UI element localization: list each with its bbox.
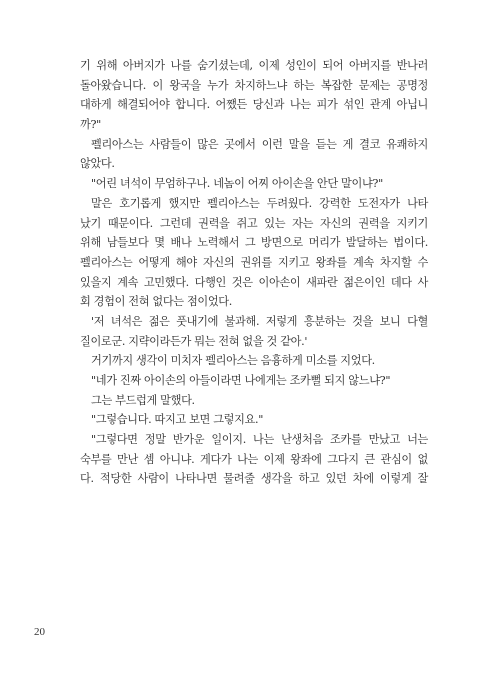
text-line: 말은 호기롭게 했지만 펠리아스는 두려웠다. 강력한 도전자가 나타 xyxy=(91,196,428,210)
text-line: 펠리아스는 어떻게 해야 자신의 권위를 지키고 왕좌를 계속 차지할 수 xyxy=(80,255,428,269)
text-line: "그렇습니다. 따지고 보면 그렇지요." xyxy=(91,413,264,427)
text-line: 회 경험이 전혀 없다는 점이었다. xyxy=(80,295,232,309)
text-line: 펠리아스는 사람들이 많은 곳에서 이런 말을 듣는 게 결코 유쾌하지 xyxy=(91,137,428,151)
page-number: 20 xyxy=(34,626,45,638)
text-line: "네가 진짜 아이손의 아들이라면 나에게는 조카뻘 되지 않느냐?" xyxy=(91,374,391,387)
text-line: 대하게 해결되어야 합니다. 어쨌든 당신과 나는 피가 섞인 관계 아닙니 xyxy=(80,98,428,112)
body-text xyxy=(80,56,428,489)
text-line: 다. 적당한 사람이 나타나면 물려줄 생각을 하고 있던 차에 이렇게 잘 xyxy=(80,472,428,486)
text-line: 그는 부드럽게 말했다. xyxy=(91,393,195,407)
text-line: 났기 때문이다. 그런데 권력을 쥐고 있는 자는 자신의 권력을 지키기 xyxy=(80,216,428,230)
text-line: 질이로군. 지략이라든가 뭐는 전혀 없을 것 같아.' xyxy=(80,334,308,348)
text-line: 위해 남들보다 몇 배나 노력해서 그 방면으로 머리가 발달하는 법이다. xyxy=(80,236,428,250)
text-line: 숙부를 만난 셈 아니냐. 게다가 나는 이제 왕좌에 그다지 큰 관심이 없 xyxy=(80,452,428,466)
text-line: 않았다. xyxy=(80,157,115,171)
text-line: 거기까지 생각이 미치자 펠리아스는 음흉하게 미소를 지었다. xyxy=(91,354,375,368)
text-line: "그렇다면 정말 반가운 일이지. 나는 난생처음 조카를 만났고 너는 xyxy=(91,433,428,447)
text-line: '저 녀석은 젊은 풋내기에 불과해. 저렇게 흥분하는 것을 보니 다혈 xyxy=(91,314,428,328)
text-line: 기 위해 아버지가 나를 숨기셨는데, 이제 성인이 되어 아버지를 반나러 xyxy=(80,59,428,72)
text-line: "어린 녀석이 무엄하구나. 네놈이 어찌 아이손을 안단 말이냐?" xyxy=(91,177,383,191)
text-line: 있을지 계속 고민했다. 다행인 것은 이아손이 새파란 젊은이인 데다 사 xyxy=(80,275,428,289)
text-line: 돌아왔습니다. 이 왕국을 누가 차지하느냐 하는 복잡한 문제는 공명정 xyxy=(80,78,428,92)
text-line: 까?" xyxy=(80,118,101,132)
